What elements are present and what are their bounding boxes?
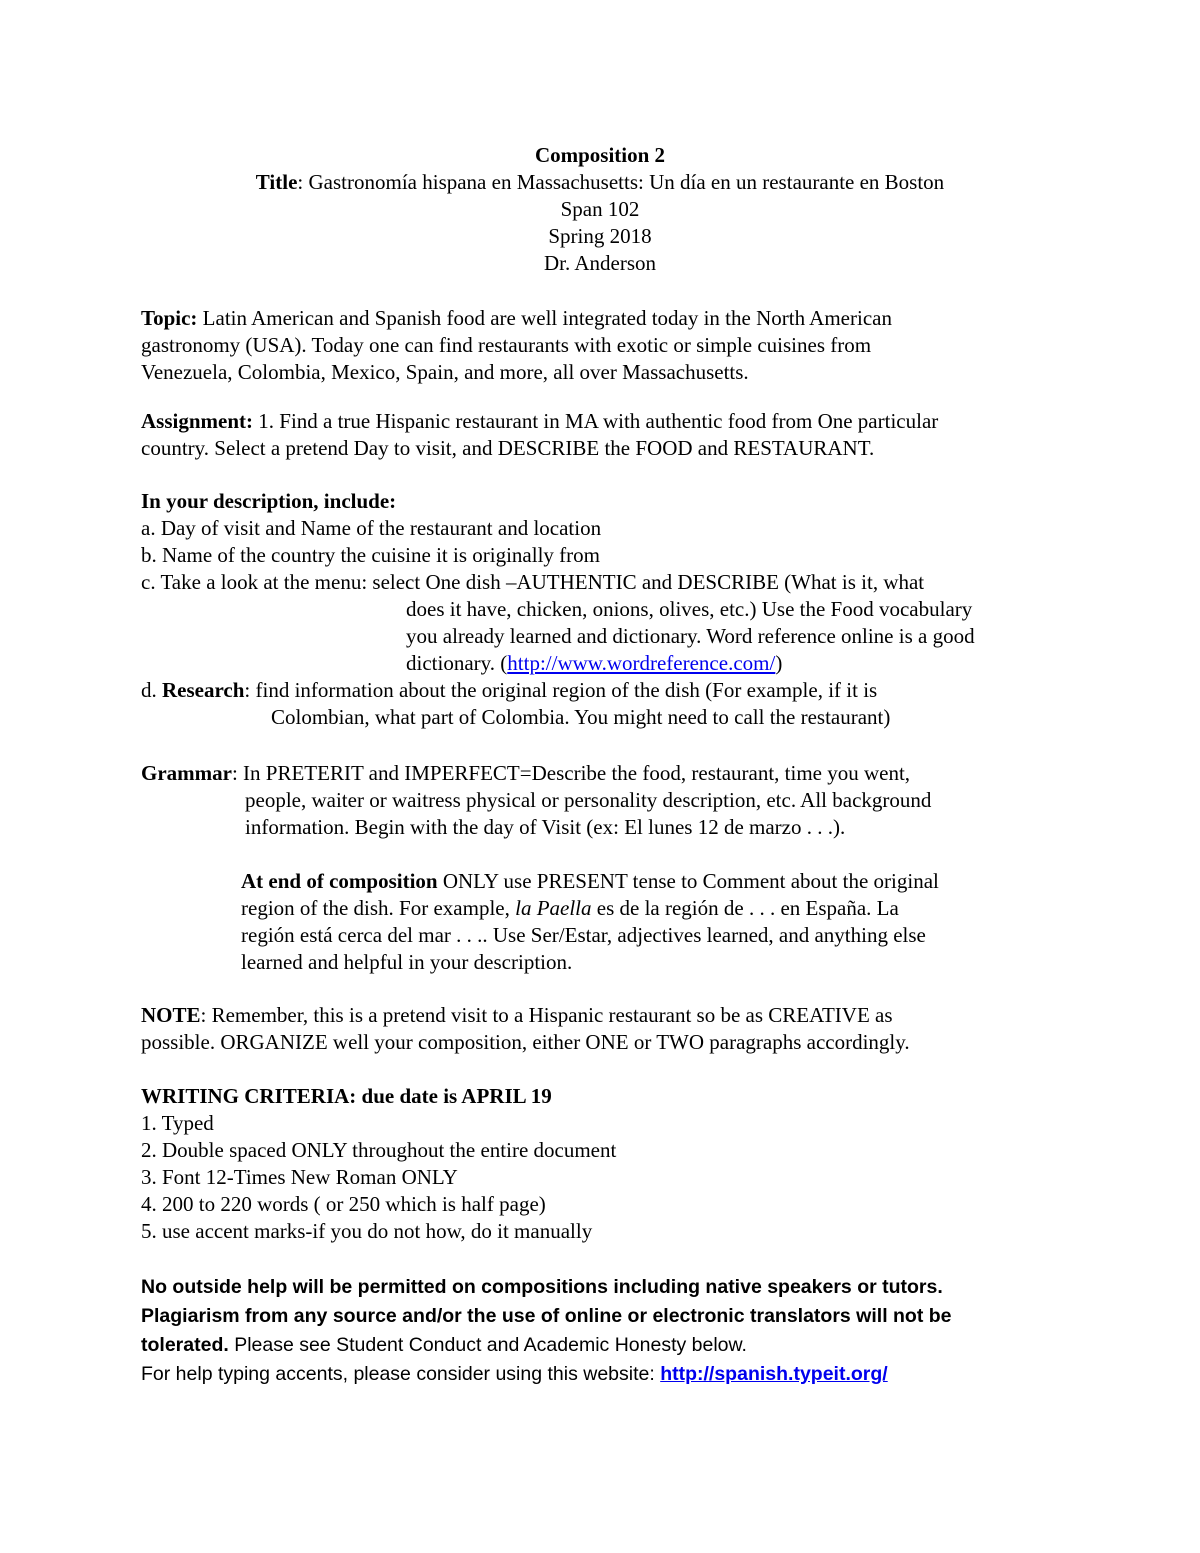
composition-heading: Composition 2 — [534, 143, 666, 167]
note-section — [141, 1002, 1071, 1056]
end-of-composition-label: At end of composition — [241, 869, 438, 893]
honesty-text-2: Plagiarism from any source and/or the use of online or electronic translators will not be — [141, 1305, 952, 1327]
title-value: : Gastronomía hispana en Massachusetts: Un día en un restaurante en Boston — [297, 170, 945, 194]
honesty-text-1: No outside help will be permitted on compositions including native speakers or tutors. — [141, 1276, 943, 1298]
criteria-item: 2. Double spaced ONLY throughout the entire document — [141, 1138, 617, 1162]
criteria-item: 3. Font 12-Times New Roman ONLY — [141, 1165, 458, 1189]
topic-text-1: Latin American and Spanish food are well integrated today in the North American — [197, 306, 892, 330]
description-item-d: : find information about the original region of the dish (For example, if it is — [244, 678, 878, 702]
research-label: Research — [162, 678, 245, 702]
writing-criteria-section — [141, 1083, 1071, 1245]
criteria-item: 1. Typed — [141, 1111, 214, 1135]
description-item-b: b. Name of the country the cuisine it is originally from — [141, 543, 600, 567]
note-text-1: : Remember, this is a pretend visit to a Hispanic restaurant so be as CREATIVE as — [200, 1003, 893, 1027]
honesty-notice — [141, 1273, 1071, 1389]
description-item-c-cont-1: does it have, chicken, onions, olives, etc.) Use the Food vocabulary — [406, 597, 973, 621]
assignment-text-1: 1. Find a true Hispanic restaurant in MA with authentic food from One particular — [253, 409, 939, 433]
description-item-d-prefix: d. — [141, 678, 162, 702]
description-item-c: c. Take a look at the menu: select One dish –AUTHENTIC and DESCRIBE (What is it, what — [141, 570, 925, 594]
topic-text-3: Venezuela, Colombia, Mexico, Spain, and more, all over Massachusetts. — [141, 360, 749, 384]
criteria-item: 4. 200 to 220 words ( or 250 which is half page) — [141, 1192, 546, 1216]
topic-text-2: gastronomy (USA). Today one can find restaurants with exotic or simple cuisines from — [141, 333, 872, 357]
typeit-link[interactable]: http://spanish.typeit.org/ — [660, 1363, 888, 1385]
end-text-1: ONLY use PRESENT tense to Comment about the original — [437, 869, 939, 893]
description-item-d-cont: Colombian, what part of Colombia. You might need to call the restaurant) — [271, 705, 891, 729]
grammar-text-3: information. Begin with the day of Visit (ex: El lunes 12 de marzo . . .). — [245, 815, 846, 839]
end-of-composition-section — [141, 868, 1071, 976]
grammar-label: Grammar — [141, 761, 232, 785]
description-heading: In your description, include: — [141, 489, 397, 513]
instructor-line: Dr. Anderson — [544, 251, 656, 275]
grammar-text-2: people, waiter or waitress physical or personality description, etc. All background — [245, 788, 932, 812]
wordreference-link[interactable]: http://www.wordreference.com/ — [507, 651, 776, 675]
title-label: Title — [255, 170, 298, 194]
description-item-c-close: ) — [775, 651, 783, 675]
term-line: Spring 2018 — [548, 224, 652, 248]
description-section — [141, 488, 1071, 731]
title-line — [0, 169, 1200, 196]
description-item-c-cont-3: dictionary. ( — [406, 651, 508, 675]
end-text-2-post: es de la región de . . . en España. La — [591, 896, 899, 920]
topic-section — [141, 305, 1071, 386]
writing-criteria-heading: WRITING CRITERIA: due date is APRIL 19 — [141, 1084, 552, 1108]
document-header — [0, 142, 1200, 277]
description-item-c-cont-2: you already learned and dictionary. Word reference online is a good — [406, 624, 975, 648]
assignment-text-2: country. Select a pretend Day to visit, and DESCRIBE the FOOD and RESTAURANT. — [141, 436, 875, 460]
note-label: NOTE — [141, 1003, 201, 1027]
accent-help-text: For help typing accents, please consider using this website: — [141, 1363, 661, 1385]
note-text-2: possible. ORGANIZE well your composition, either ONE or TWO paragraphs accordingly. — [141, 1030, 910, 1054]
topic-label: Topic: — [141, 306, 198, 330]
end-text-3: región está cerca del mar . . .. Use Ser/Estar, adjectives learned, and anything else — [241, 923, 926, 947]
assignment-section — [141, 408, 1071, 462]
end-text-2-italic: la Paella — [515, 896, 592, 920]
grammar-text-1: : In PRETERIT and IMPERFECT=Describe the food, restaurant, time you went, — [231, 761, 911, 785]
end-text-4: learned and helpful in your description. — [241, 950, 573, 974]
honesty-text-3: tolerated. — [141, 1334, 229, 1356]
honesty-text-3-normal: Please see Student Conduct and Academic Honesty below. — [228, 1334, 747, 1356]
description-item-a: a. Day of visit and Name of the restaurant and location — [141, 516, 602, 540]
assignment-label: Assignment: — [141, 409, 254, 433]
criteria-item: 5. use accent marks-if you do not how, do it manually — [141, 1219, 593, 1243]
grammar-section — [141, 760, 1071, 841]
end-text-2-pre: region of the dish. For example, — [241, 896, 516, 920]
course-line: Span 102 — [560, 197, 640, 221]
